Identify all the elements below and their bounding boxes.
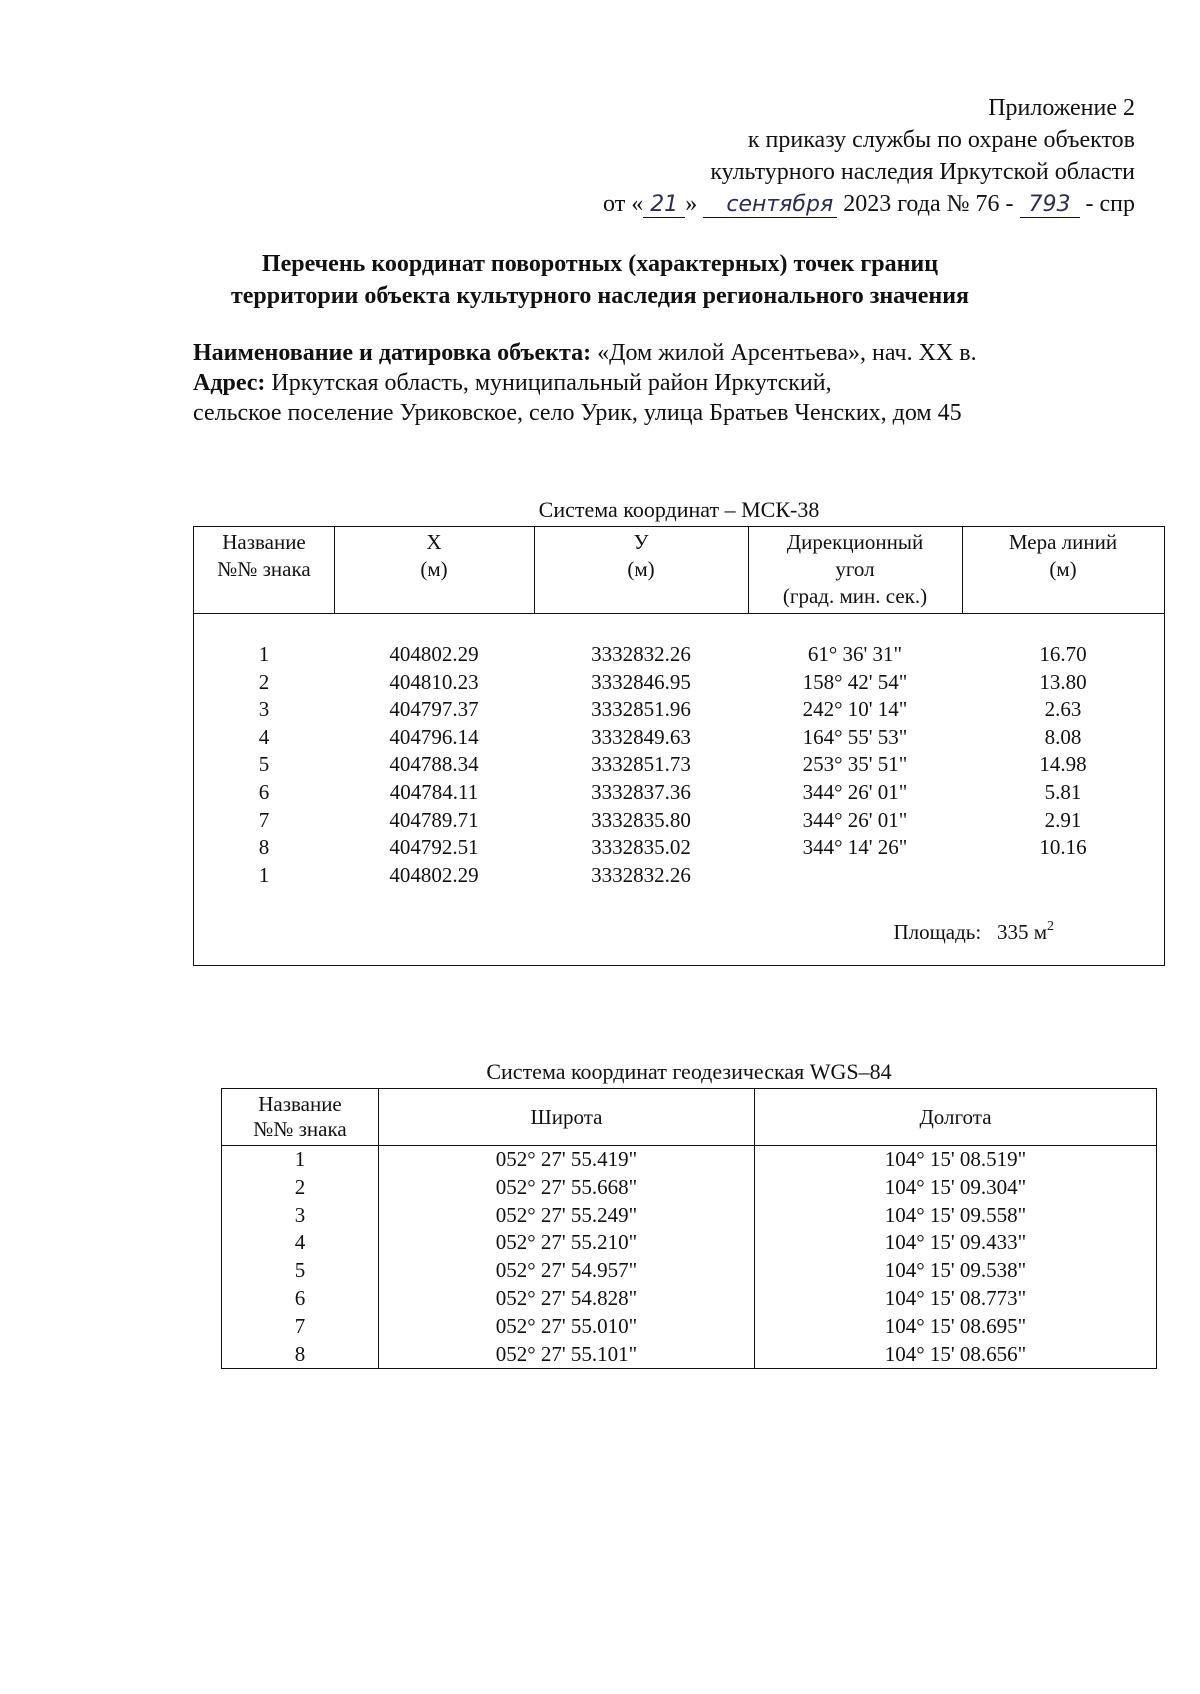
wgs-cell-lat: 052° 27' 55.210" bbox=[379, 1229, 755, 1257]
wgs-table-row bbox=[222, 1202, 1157, 1230]
msk-cell-y: 3332849.63 bbox=[591, 724, 691, 749]
msk-cell-angle: 158° 42' 54" bbox=[802, 669, 908, 694]
msk-cell-length: 2.91 bbox=[1044, 807, 1082, 832]
wgs-coordinates-table bbox=[221, 1088, 1157, 1369]
area-label: Площадь: bbox=[893, 920, 982, 944]
msk-cell-point: 6 bbox=[258, 779, 270, 804]
msk-table-row bbox=[194, 807, 1164, 835]
msk-cell-angle: 242° 10' 14" bbox=[802, 697, 908, 722]
wgs-cell-lat: 052° 27' 55.249" bbox=[379, 1202, 755, 1230]
msk-cell-x: 404784.11 bbox=[389, 779, 479, 804]
wgs-cell-point: 6 bbox=[222, 1285, 379, 1313]
msk-cell-point: 4 bbox=[258, 724, 270, 749]
area-exponent: 2 bbox=[1047, 919, 1054, 934]
msk-cell-point: 3 bbox=[258, 697, 270, 722]
handwritten-day: 21 bbox=[643, 193, 685, 218]
msk-header-divider bbox=[962, 527, 963, 613]
msk-coordinates-table bbox=[193, 526, 1165, 966]
msk-cell-y: 3332835.02 bbox=[591, 835, 691, 860]
msk-cell-angle: 344° 26' 01" bbox=[802, 779, 908, 804]
msk-table-row bbox=[194, 751, 1164, 779]
wgs-table-row bbox=[222, 1257, 1157, 1285]
msk-table-row bbox=[194, 862, 1164, 890]
wgs-cell-point: 4 bbox=[222, 1229, 379, 1257]
msk-header-divider bbox=[534, 527, 535, 613]
wgs-cell-lat: 052° 27' 55.101" bbox=[379, 1341, 755, 1369]
wgs-header-point: Название №№ знака bbox=[222, 1089, 379, 1146]
wgs-cell-point: 3 bbox=[222, 1202, 379, 1230]
msk-header-length: Мера линий (м) bbox=[1008, 530, 1118, 581]
wgs-cell-lon: 104° 15' 09.433" bbox=[755, 1229, 1157, 1257]
msk-caption: Система координат – МСК-38 bbox=[538, 497, 820, 522]
msk-cell-length: 8.08 bbox=[1044, 724, 1082, 749]
msk-cell-angle: 344° 26' 01" bbox=[802, 807, 908, 832]
wgs-caption: Система координат геодезическая WGS–84 bbox=[486, 1059, 892, 1084]
wgs-cell-lon: 104° 15' 08.695" bbox=[755, 1313, 1157, 1341]
msk-cell-length: 2.63 bbox=[1044, 697, 1082, 722]
msk-table-row bbox=[194, 779, 1164, 807]
wgs-cell-lon: 104° 15' 08.773" bbox=[755, 1285, 1157, 1313]
msk-cell-length: 14.98 bbox=[1039, 752, 1087, 777]
wgs-cell-lat: 052° 27' 54.957" bbox=[379, 1257, 755, 1285]
wgs-cell-lon: 104° 15' 08.519" bbox=[755, 1146, 1157, 1174]
appendix-authority: культурного наследия Иркутской области bbox=[710, 159, 1135, 185]
object-name-value: «Дом жилой Арсентьева», нач. XX в. bbox=[597, 340, 977, 366]
address-word: область, bbox=[384, 370, 469, 396]
wgs-cell-lon: 104° 15' 09.538" bbox=[755, 1257, 1157, 1285]
address-word: район bbox=[647, 370, 709, 396]
msk-table-row bbox=[194, 641, 1164, 669]
date-prefix: от « bbox=[603, 191, 644, 217]
address-row-1 bbox=[193, 368, 1136, 398]
wgs-cell-point: 7 bbox=[222, 1313, 379, 1341]
object-description bbox=[193, 338, 1136, 428]
msk-cell-length: 10.16 bbox=[1039, 835, 1087, 860]
msk-cell-x: 404796.14 bbox=[389, 724, 479, 749]
msk-cell-x: 404788.34 bbox=[389, 752, 479, 777]
handwritten-order-number: 793 bbox=[1020, 193, 1080, 218]
msk-cell-y: 3332832.26 bbox=[591, 642, 691, 666]
msk-cell-point: 1 bbox=[258, 642, 270, 666]
msk-header-point: Название №№ знака bbox=[217, 530, 311, 581]
document-title bbox=[0, 248, 1200, 312]
wgs-cell-lat: 052° 27' 55.419" bbox=[379, 1146, 755, 1174]
msk-cell-x: 404792.51 bbox=[389, 835, 479, 860]
msk-cell-length: 16.70 bbox=[1039, 642, 1087, 666]
msk-cell-y: 3332851.73 bbox=[591, 752, 691, 777]
msk-cell-point: 1 bbox=[258, 862, 270, 887]
address-label: Адрес: bbox=[193, 370, 266, 396]
date-year-text: 2023 года № 76 - bbox=[843, 191, 1014, 217]
title-line-1: Перечень координат поворотных (характерных) точек границ bbox=[261, 251, 939, 277]
title-line-2: территории объекта культурного наследия регионального значения bbox=[230, 283, 970, 309]
msk-cell-angle: 61° 36' 31" bbox=[807, 642, 903, 666]
wgs-cell-point: 2 bbox=[222, 1174, 379, 1202]
wgs-header-lat: Широта bbox=[379, 1089, 755, 1146]
wgs-cell-lon: 104° 15' 09.304" bbox=[755, 1174, 1157, 1202]
address-word: муниципальный bbox=[474, 370, 642, 396]
msk-table-row bbox=[194, 724, 1164, 752]
msk-cell-point: 7 bbox=[258, 807, 270, 832]
wgs-cell-lat: 052° 27' 55.668" bbox=[379, 1174, 755, 1202]
appendix-date-line bbox=[603, 188, 1135, 220]
order-suffix: - спр bbox=[1085, 191, 1135, 217]
msk-cell-point: 8 bbox=[258, 835, 270, 860]
msk-cell-x: 404797.37 bbox=[389, 697, 479, 722]
msk-cell-length: 13.80 bbox=[1039, 669, 1087, 694]
msk-header-y: У (м) bbox=[627, 530, 655, 581]
wgs-cell-lon: 104° 15' 09.558" bbox=[755, 1202, 1157, 1230]
object-name-label: Наименование и датировка объекта: bbox=[193, 340, 592, 366]
wgs-header-lon: Долгота bbox=[755, 1089, 1157, 1146]
msk-table-row bbox=[194, 669, 1164, 697]
msk-table-body bbox=[194, 641, 1164, 889]
msk-cell-y: 3332846.95 bbox=[591, 669, 691, 694]
area-value: 335 м bbox=[996, 920, 1047, 944]
msk-header-row bbox=[194, 527, 1164, 614]
msk-cell-x: 404810.23 bbox=[389, 669, 479, 694]
wgs-cell-lat: 052° 27' 55.010" bbox=[379, 1313, 755, 1341]
wgs-cell-lon: 104° 15' 08.656" bbox=[755, 1341, 1157, 1369]
wgs-table-row bbox=[222, 1146, 1157, 1174]
msk-cell-angle: 164° 55' 53" bbox=[802, 724, 908, 749]
msk-table-row bbox=[194, 696, 1164, 724]
msk-header-x: Х (м) bbox=[420, 530, 448, 581]
msk-header-angle: Дирекционный угол (град. мин. сек.) bbox=[782, 530, 928, 608]
wgs-table-row bbox=[222, 1229, 1157, 1257]
msk-cell-point: 2 bbox=[258, 669, 270, 694]
wgs-cell-point: 1 bbox=[222, 1146, 379, 1174]
address-word: Иркутская bbox=[271, 370, 379, 396]
appendix-header bbox=[603, 92, 1135, 220]
wgs-cell-point: 8 bbox=[222, 1341, 379, 1369]
wgs-cell-point: 5 bbox=[222, 1257, 379, 1285]
wgs-table-row bbox=[222, 1313, 1157, 1341]
object-name-row bbox=[193, 338, 1136, 368]
handwritten-month: сентября bbox=[703, 193, 837, 218]
msk-cell-y: 3332832.26 bbox=[591, 862, 691, 887]
msk-cell-y: 3332835.80 bbox=[591, 807, 691, 832]
wgs-table-row bbox=[222, 1341, 1157, 1369]
msk-cell-y: 3332851.96 bbox=[591, 697, 691, 722]
appendix-order-ref: к приказу службы по охране объектов bbox=[747, 127, 1135, 153]
msk-header-divider bbox=[748, 527, 749, 613]
address-word: Иркутский, bbox=[714, 370, 832, 396]
msk-cell-x: 404802.29 bbox=[389, 642, 479, 666]
msk-cell-x: 404789.71 bbox=[389, 807, 479, 832]
wgs-table-row bbox=[222, 1285, 1157, 1313]
msk-area bbox=[893, 919, 1054, 945]
msk-table-row bbox=[194, 834, 1164, 862]
msk-cell-x: 404802.29 bbox=[389, 862, 479, 887]
msk-cell-angle: 344° 14' 26" bbox=[802, 835, 908, 860]
msk-cell-angle: 253° 35' 51" bbox=[802, 752, 908, 777]
msk-cell-point: 5 bbox=[258, 752, 270, 777]
wgs-header-row bbox=[222, 1089, 1157, 1146]
msk-cell-length: 5.81 bbox=[1044, 779, 1082, 804]
date-quote-close: » bbox=[685, 191, 698, 217]
msk-cell-y: 3332837.36 bbox=[591, 779, 691, 804]
address-row-2: сельское поселение Уриковское, село Урик, улица Братьев Ченских, дом 45 bbox=[193, 400, 962, 426]
appendix-title: Приложение 2 bbox=[988, 95, 1135, 121]
wgs-table-body bbox=[222, 1146, 1157, 1369]
wgs-cell-lat: 052° 27' 54.828" bbox=[379, 1285, 755, 1313]
msk-header-divider bbox=[334, 527, 335, 613]
wgs-table-row bbox=[222, 1174, 1157, 1202]
